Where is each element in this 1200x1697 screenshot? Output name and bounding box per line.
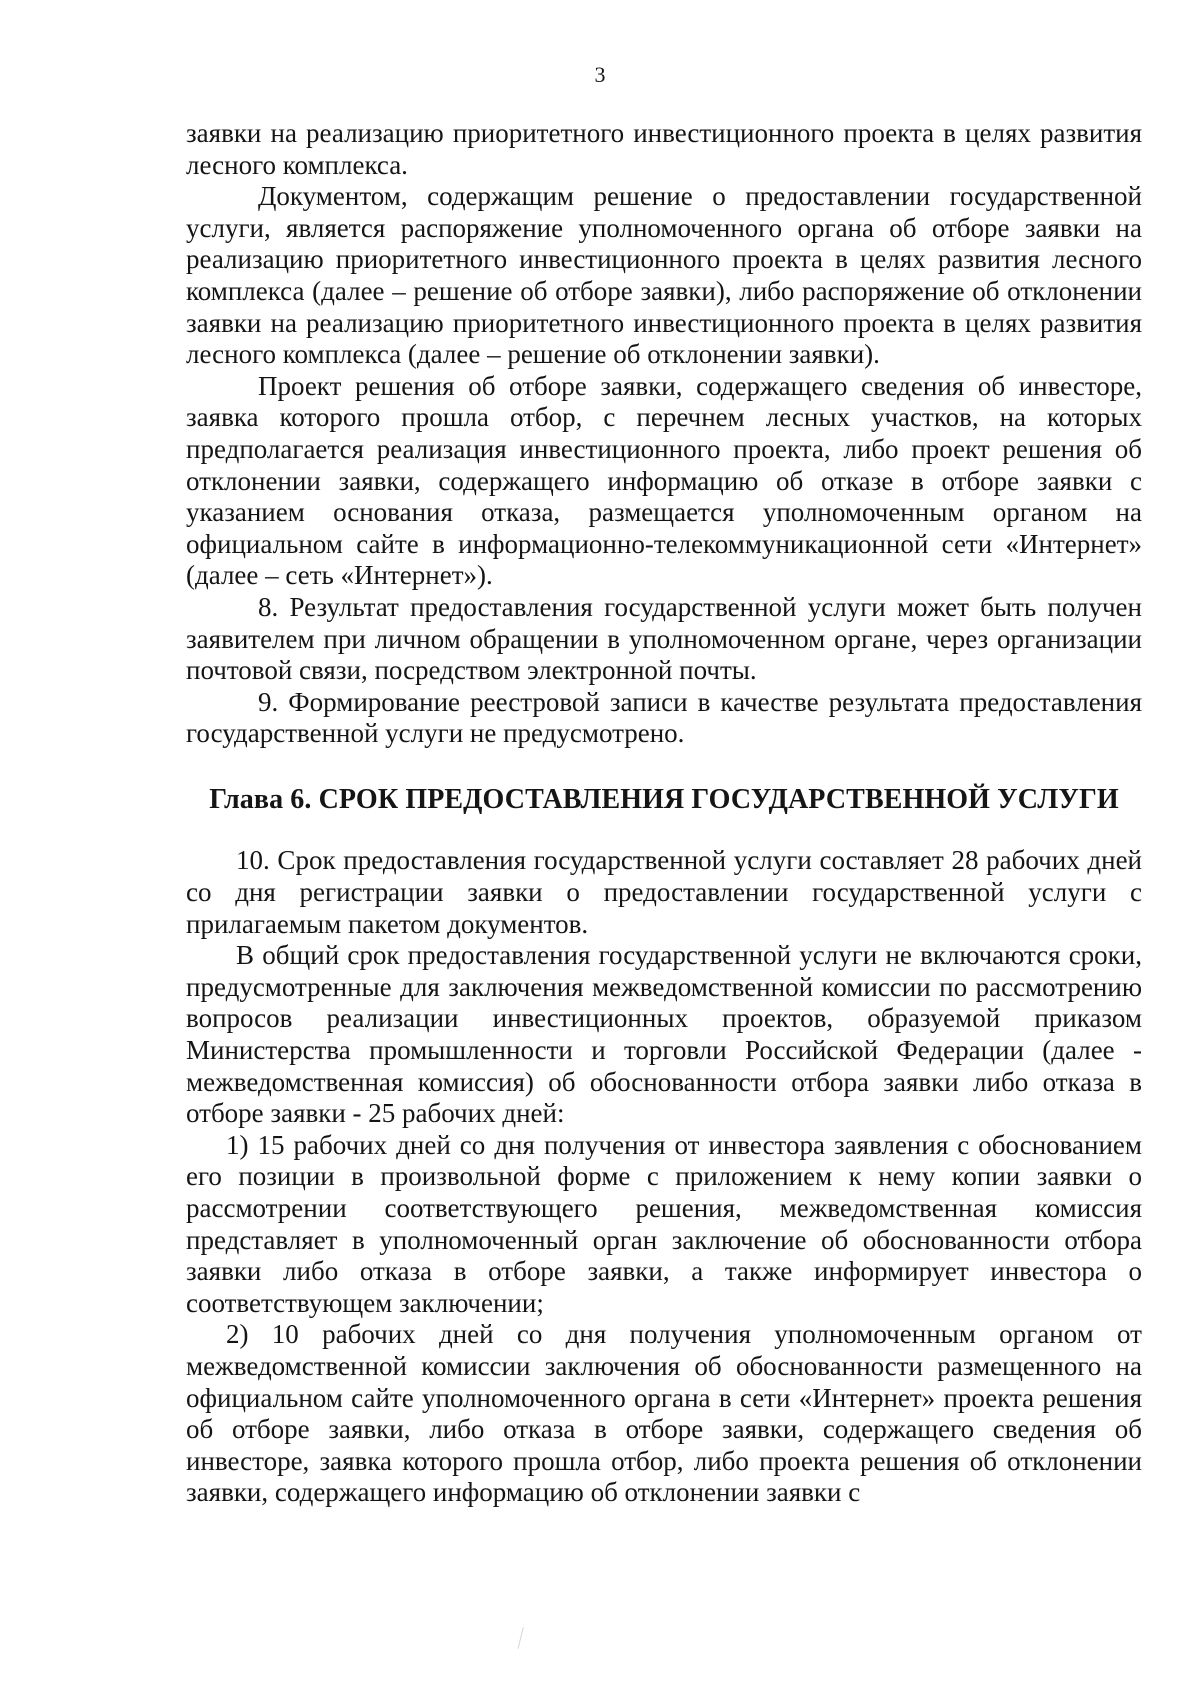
paragraph-subitem-2: 2) 10 рабочих дней со дня получения уполномоченным органом от межведомственной комиссии заключения об обоснованности размещенного на официальном сайте уполномоченного органа в сети «Интернет» проекта решения об отборе заявки, либо отказа в отборе заявки, содержащего сведения об инвесторе, заявка которого прошла отбор, либо проекта решения об отклонении заявки, содержащего информацию об отклонении заявки с <box>186 1319 1142 1508</box>
paragraph-draft-decision: Проект решения об отборе заявки, содержащего сведения об инвесторе, заявка которого прошла отбор, с перечнем лесных участков, на которых предполагается реализация инвестиционного проекта, либо проект решения об отклонении заявки, содержащего информацию об отказе в отборе заявки с указанием основания отказа, размещается уполномоченным органом на официальном сайте в информационно-телекоммуникационной сети «Интернет» (далее – сеть «Интернет»). <box>186 370 1142 591</box>
paragraph-decision-document: Документом, содержащим решение о предоставлении государственной услуги, является распоряжение уполномоченного органа об отборе заявки на реализацию приоритетного инвестиционного проекта в целях развития лесного комплекса (далее – решение об отборе заявки), либо распоряжение об отклонении заявки на реализацию приоритетного инвестиционного проекта в целях развития лесного комплекса (далее – решение об отклонении заявки). <box>186 181 1142 370</box>
paragraph-item-9: 9. Формирование реестровой записи в качестве результата предоставления государственной услуги не предусмотрено. <box>186 686 1142 749</box>
page-number: 3 <box>594 62 606 87</box>
scan-mark <box>517 1627 531 1651</box>
document-body <box>186 118 1142 1509</box>
paragraph-continuation: заявки на реализацию приоритетного инвестиционного проекта в целях развития лесного комплекса. <box>186 118 1142 180</box>
paragraph-subitem-1: 1) 15 рабочих дней со дня получения от инвестора заявления с обоснованием его позиции в произвольной форме с приложением к нему копии заявки о рассмотрении соответствующего решения, межведомственная комиссия представляет в уполномоченный орган заключение об обоснованности отбора заявки либо отказа в отборе заявки, а также информирует инвестора о соответствующем заключении; <box>186 1129 1142 1318</box>
paragraph-item-10: 10. Срок предоставления государственной услуги составляет 28 рабочих дней со дня регистрации заявки о предоставлении государственной услуги с прилагаемым пакетом документов. <box>186 845 1142 939</box>
paragraph-item-8: 8. Результат предоставления государственной услуги может быть получен заявителем при личном обращении в уполномоченном органе, через организации почтовой связи, посредством электронной почты. <box>186 591 1142 686</box>
chapter-heading: Глава 6. СРОК ПРЕДОСТАВЛЕНИЯ ГОСУДАРСТВЕННОЙ УСЛУГИ <box>209 783 1119 815</box>
paragraph-total-term: В общий срок предоставления государственной услуги не включаются сроки, предусмотренные для заключения межведомственной комиссии по рассмотрению вопросов реализации инвестиционных проектов, образуемой приказом Министерства промышленности и торговли Российской Федерации (далее - межведомственная комиссия) об обоснованности отбора заявки либо отказа в отборе заявки - 25 рабочих дней: <box>186 940 1142 1129</box>
